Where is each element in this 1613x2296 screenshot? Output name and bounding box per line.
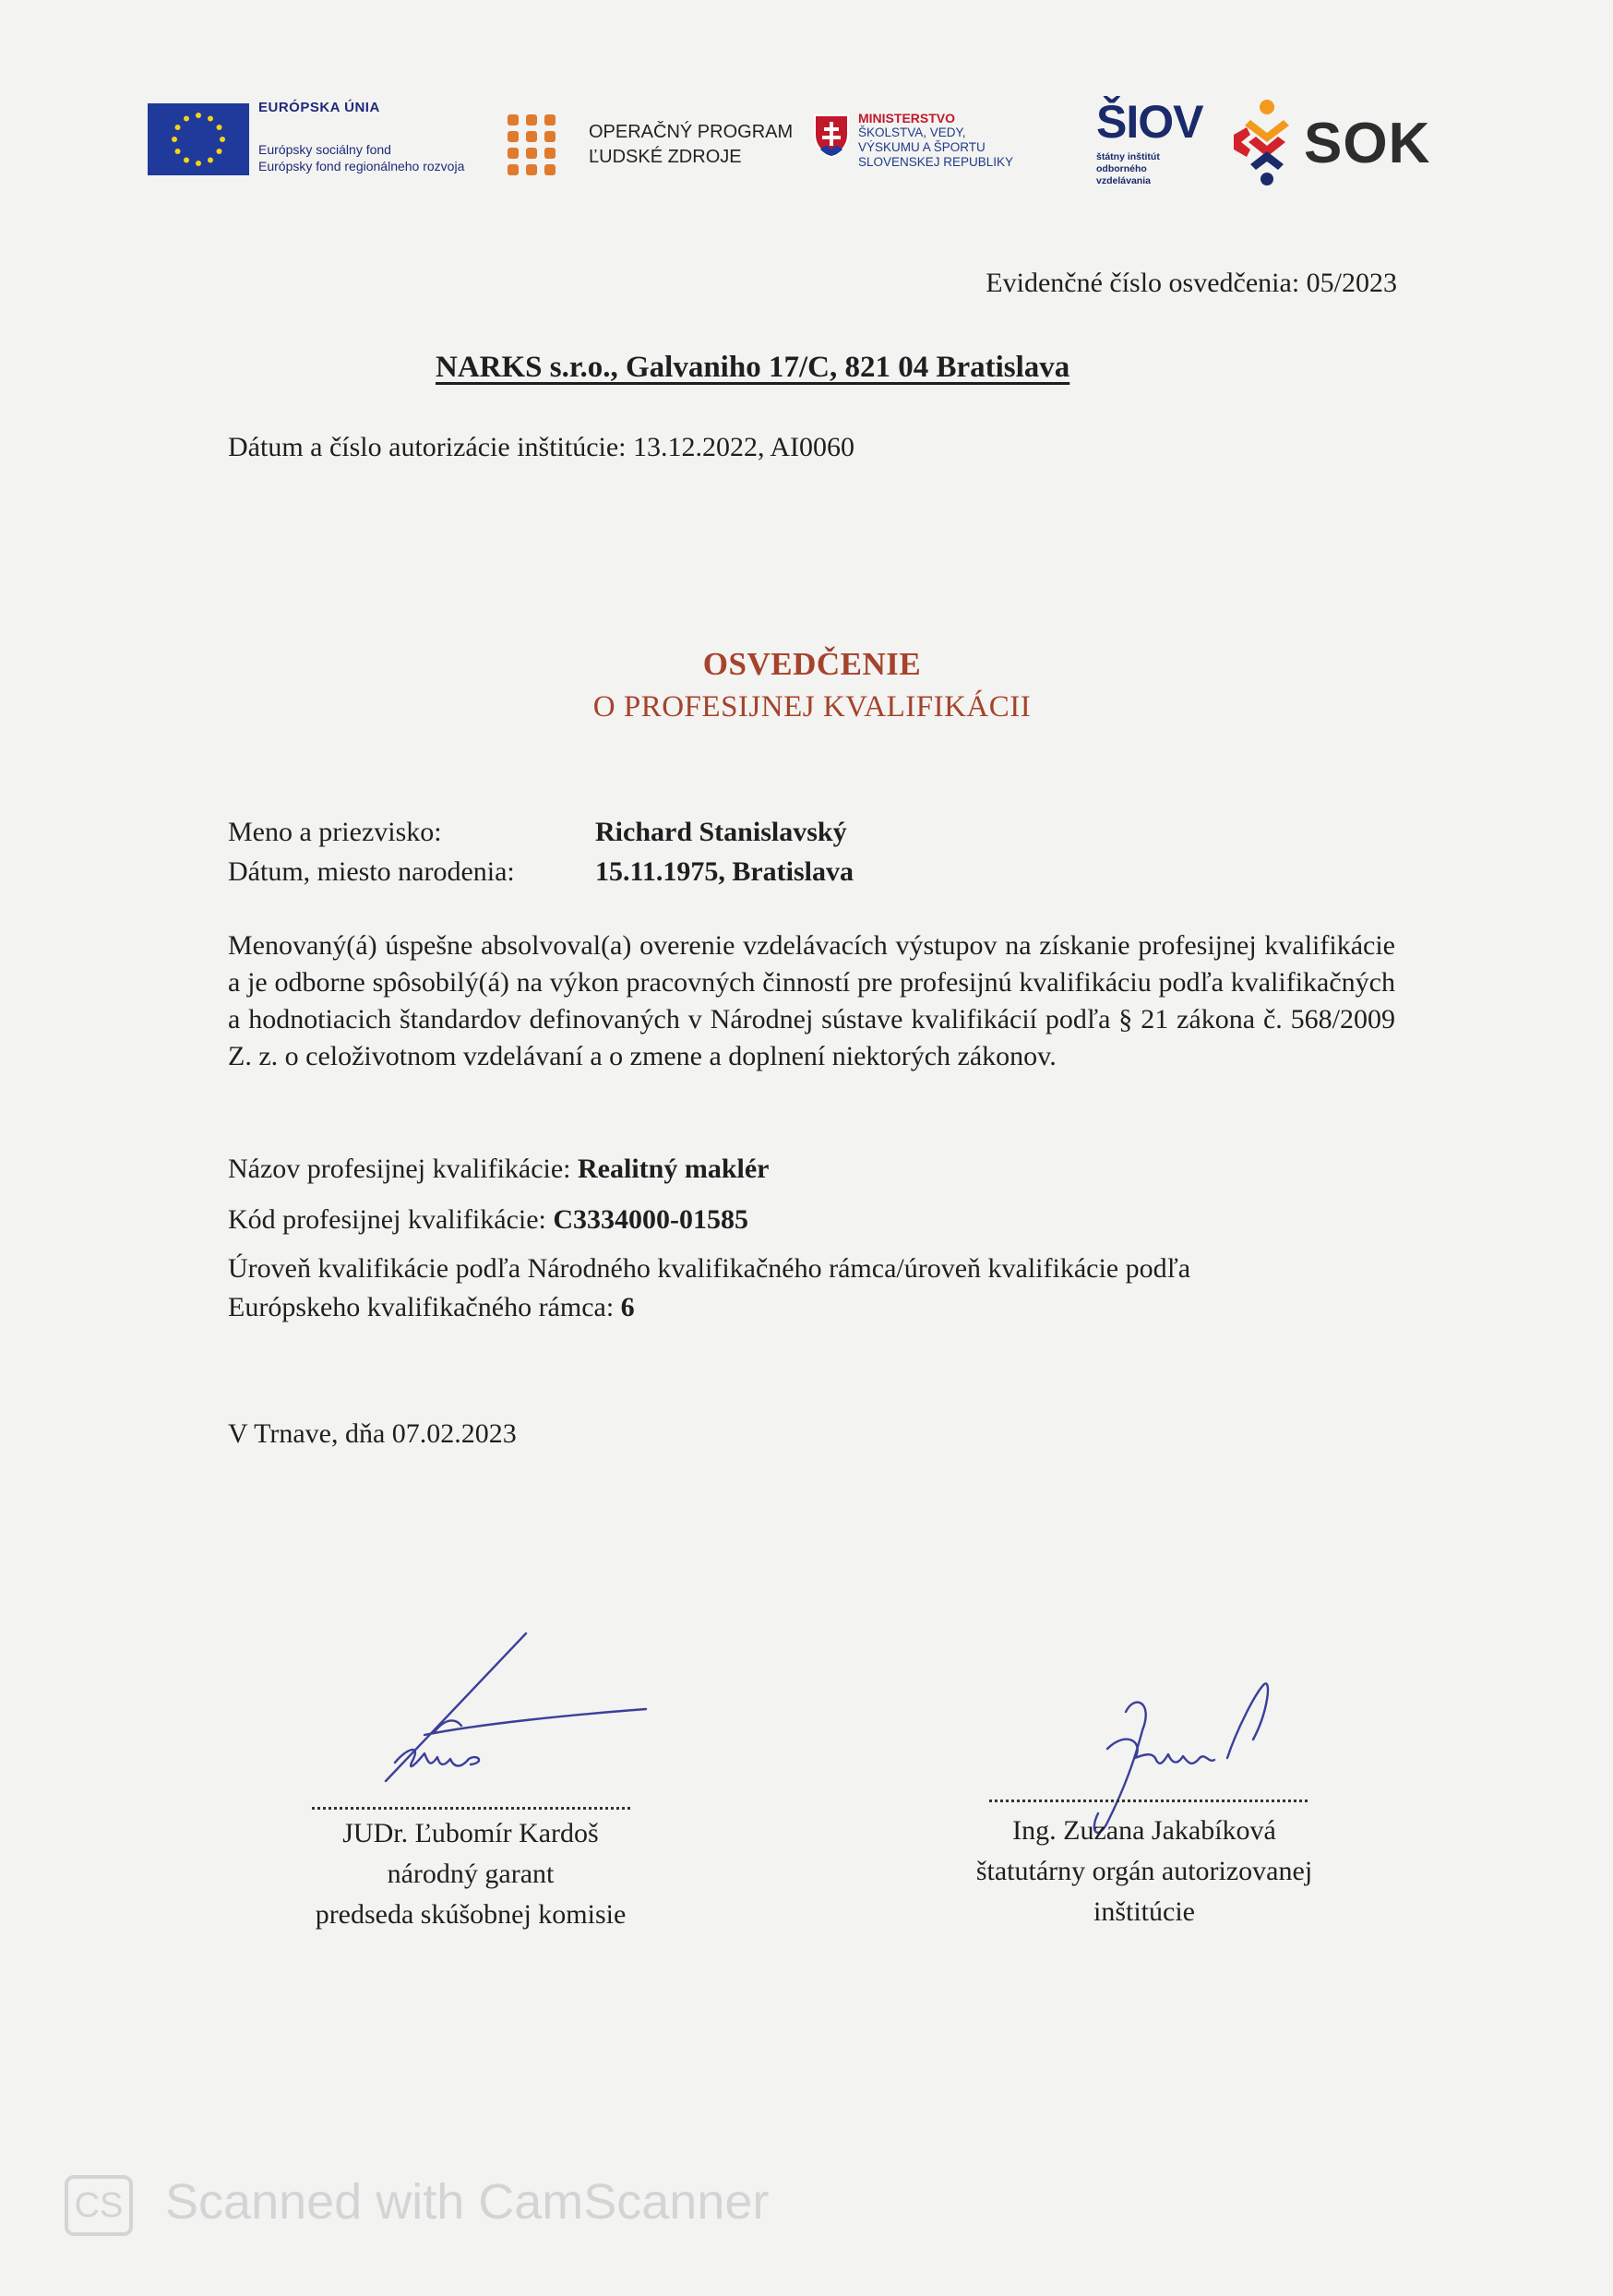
place-and-date: V Trnave, dňa 07.02.2023 [228,1418,517,1449]
eu-star-icon [208,158,213,163]
certificate-title: OSVEDČENIE [702,646,922,682]
signature-line-right [989,1800,1308,1802]
eu-star-icon [196,161,201,166]
eu-star-icon [172,137,177,142]
evidence-number: Evidenčné číslo osvedčenia: 05/2023 [986,268,1397,298]
siov-line1: štátny inštitút [1096,151,1160,162]
qualification-level-value: 6 [620,1292,635,1322]
eu-star-icon [196,113,201,118]
siov-line3: vzdelávania [1096,175,1151,186]
qualification-level-line1: Úroveň kvalifikácie podľa Národného kvalifikačného rámca/úroveň kvalifikácie podľa [228,1253,1191,1284]
eu-fund-line1: Európsky sociálny fond [258,142,391,157]
eu-star-icon [220,137,225,142]
op-line1: OPERAČNÝ PROGRAM [589,122,794,142]
qualification-name-value: Realitný maklér [578,1154,770,1184]
signatory-right-role2: inštitúcie [1093,1896,1195,1927]
signature-right-block [941,1811,1347,1932]
qualification-level-row [228,1292,635,1323]
qualification-code-value: C3334000-01585 [553,1204,749,1235]
op-logo-text [589,120,793,170]
eu-title: EURÓPSKA ÚNIA [258,100,380,115]
signature-line-left [312,1807,630,1810]
eu-star-icon [217,149,222,154]
op-ludske-zdroje-icon [506,113,561,177]
eu-star-icon [208,116,213,122]
eu-star-icon [217,125,222,130]
eu-star-icon [175,149,181,154]
header-logos [146,94,1431,214]
eu-star-icon [184,158,189,163]
certification-paragraph: Menovaný(á) úspešne absolvoval(a) overenie vzdelávacích výstupov na získanie profesijnej kvalifikácie a je odborne spôsobilý(á) na výkon pracovných činností pre profesijnú kvalifikáciu podľa kvalifikačných a hodnotiacich štandardov definovaných v Národnej sústave kvalifikácií podľa § 21 zákona č. 568/2009 Z. z. o celoživotnom vzdelávaní a o zmene a doplnení niektorých zákonov. [228,930,1395,1071]
siov-logo [1096,96,1202,187]
certificate-subtitle: O PROFESIJNEJ KVALIFIKÁCII [592,690,1032,723]
birth-label: Dátum, miesto narodenia: [228,856,515,887]
qualification-code-row [228,1204,748,1236]
eu-logo-text [258,100,464,174]
ministry-line4: SLOVENSKEJ REPUBLIKY [858,155,1014,169]
eu-flag-icon [148,103,249,175]
signatory-left-role2: predseda skúšobnej komisie [315,1899,627,1930]
qualification-name-label: Názov profesijnej kvalifikácie: [228,1154,571,1184]
signatory-left-name: JUDr. Ľubomír Kardoš [342,1818,599,1848]
camscanner-watermark [65,2173,769,2236]
authorization-line: Dátum a číslo autorizácie inštitúcie: 13.12.2022, AI0060 [228,432,855,462]
op-line2: ĽUDSKÉ ZDROJE [589,147,742,167]
sok-name: SOK [1304,112,1431,175]
ministry-line2: ŠKOLSTVA, VEDY, [858,126,966,139]
name-row [228,817,847,848]
eu-fund-line2: Európsky fond regionálneho rozvoja [258,159,465,173]
eu-star-icon [184,116,189,122]
ministry-line3: VÝSKUMU A ŠPORTU [858,140,986,154]
qualification-code-label: Kód profesijnej kvalifikácie: [228,1204,546,1235]
signatory-right-role1: štatutárny orgán autorizovanej [975,1856,1313,1886]
name-value: Richard Stanislavský [595,817,847,847]
slovak-coat-of-arms-icon [812,113,851,159]
sok-logo-icon [1230,98,1304,186]
signature-left-icon [369,1624,664,1790]
ministry-logo-text [858,111,1013,170]
qualification-level-label: Európskeho kvalifikačného rámca: [228,1292,615,1322]
name-label: Meno a priezvisko: [228,817,442,847]
signatory-right-name: Ing. Zuzana Jakabíková [1012,1815,1276,1846]
camscanner-text: Scanned with CamScanner [165,2174,770,2230]
signatory-left-role1: národný garant [387,1859,555,1889]
camscanner-logo-icon: CS [65,2175,133,2236]
institution-heading: NARKS s.r.o., Galvaniho 17/C, 821 04 Bratislava [436,351,1070,384]
signature-left-block [277,1813,664,1935]
eu-star-icon [175,125,181,130]
ministry-line1: MINISTERSTVO [858,111,956,126]
qualification-name-row [228,1154,769,1185]
birth-row [228,856,854,888]
siov-name: ŠIOV [1096,96,1203,148]
birth-value: 15.11.1975, Bratislava [595,856,854,887]
siov-line2: odborného [1096,163,1147,174]
